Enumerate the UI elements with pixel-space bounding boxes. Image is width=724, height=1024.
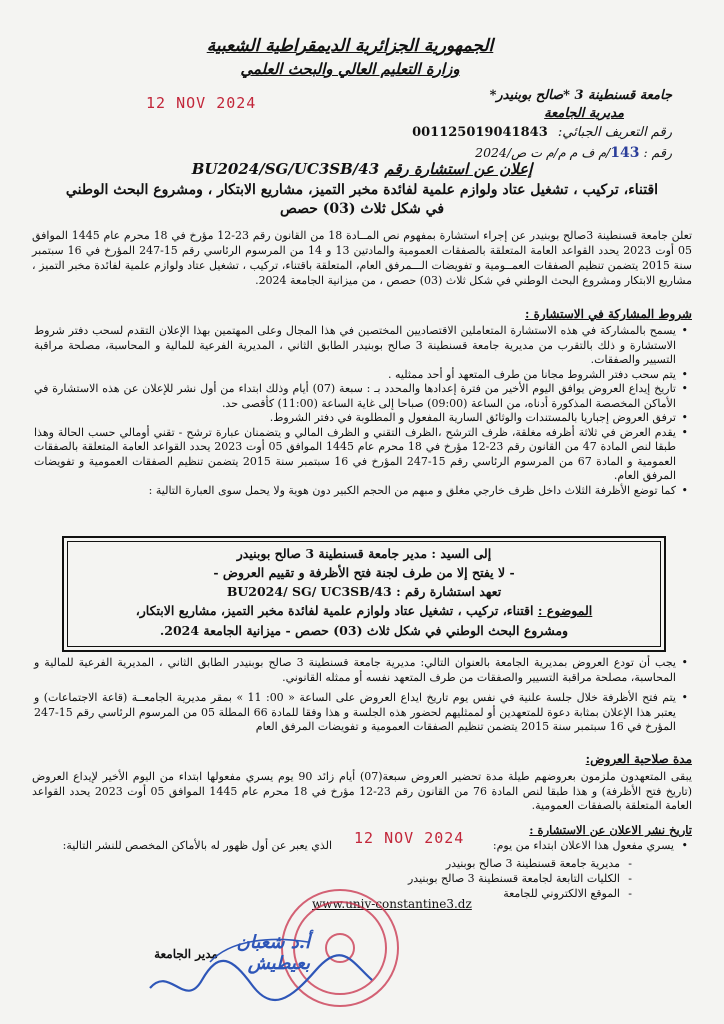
republic-title: الجمهورية الجزائرية الديمقراطية الشعبية [206,36,494,56]
list-item: • تاريخ إيداع العروض يوافق اليوم الأخير من فترة إعدادها والمحدد بـ : سبعة (07) أيام وذلك ابتداء من أول نشر للإعلان عن هذه الاستشارة في الأماكن المخصصة المذكورة أدناه، من الساعة (09:00) صباحا إلى غاية الساعة (11:00) كأقصى حد. [34,382,676,411]
envelope-line2: - لا يفتح إلا من طرف لجنة فتح الأظرفة و تقييم العروض - [213,565,515,580]
publication-heading: تاريخ نشر الاعلان عن الاستشارة : [529,823,692,837]
intro-paragraph [32,228,692,288]
fiscal-id-value: 001125019041843 [412,125,548,140]
envelope-code: BU2024/ SG/ UC3SB/43 [226,584,392,599]
validity-text: يبقى المتعهدون ملزمون بعروضهم طيلة مدة تحضير العروض سبعة(07) أيام زائد 90 يوم يسري مفعولها ابتداء من اليوم الأخير لإيداع العروض (تاريخ فتح الأظرفة) و هذا طبقا لنص المادة 76 من القانون رقم 23-12 مؤرخ في 18 محرم عام 1445 الموافق 05 أوت 2023 يحدد القواعد العامة المتعلقة بالصفقات العمومية. [32,770,693,812]
university-website-link[interactable]: www.univ-constantine3.dz [312,897,472,911]
list-item: - الكليات التابعة لجامعة قسنطينة 3 صالح بوبنيدر [407,872,632,885]
list-item: - الموقع الالكتروني للجامعة [503,887,632,900]
list-item: • ترفق العروض إجباريا بالمستندات والوثائق السارية المفعول و المطلوبة في دفتر الشروط. [34,411,676,426]
list-item: • كما توضع الأظرفة الثلاث داخل ظرف خارجي مغلق و مبهم من الحجم الكبير دون هوية ولا يحمل سوى العبارة التالية : [34,484,676,499]
ref-suffix: /م ف م م/م ت ص/2024 [475,145,611,160]
announce-label: إعلان عن استشارة رقم [384,160,533,178]
ministry-title: وزارة التعليم العالي والبحث العلمي [240,60,460,78]
university-name: جامعة قسنطينة 3 *صالح بوبنيدر* [489,88,672,103]
participation-list [34,324,692,498]
consultation-code: BU2024/SG/UC3SB/43 [191,160,380,178]
subject-line2: في شكل ثلاث (03) حصص [279,201,445,217]
list-item: • يجب أن تودع العروض بمديرية الجامعة بالعنوان التالي: مديرية جامعة قسنطينة 3 صالح بوبنيدر الطابق الثاني ، المديرية الفرعية للمالية و المحاسبة، مصلحة مراقبة التسيير والصفقات من طرف المتعهد نفسه أو ممثله القانوني. [34,656,676,685]
validity-paragraph [32,770,692,814]
envelope-line1: إلى السيد : مدير جامعة قسنطينة 3 صالح بوبنيدر [236,546,492,561]
signature-title: مدير الجامعة [154,947,218,961]
list-item: • يسمح بالمشاركة في هذه الاستشارة المتعاملين الاقتصاديين المختصين في هذا المجال وعلى المهتمين بهذا الإعلان التقدم لسحب دفتر شروط الاستشارة و ذلك بالتقرب من مديرية جامعة قسنطينة 3 صالح بوبنيدر الطابق الثاني ، المديرية الفرعية للمالية و المحاسبة، مصلحة مراقبة التسيير والصفقات. [34,324,676,368]
deposit-list [34,656,692,735]
date-stamp-top: 12 NOV 2024 [146,94,257,112]
list-item: • يقدم العرض في ثلاثة أظرفه مغلقة، ظرف الترشح ،الظرف التقني و الظرف المالي و يتضمنان عبارة ترشح - تقني أومالي حسب الحالة وهذا طبقا لنص المادة 47 من القانون رقم 23-12 مؤرخ في 18 محرم عام 1445 الموافق 05 أوت 2023 يحدد القواعد العامة المتعلقة بالصفقات العمومية و المادة 67 من المرسوم الرئاسي رقم 15-247 المؤرخ في 16 سبتمبر سنة 2015 يتضمن تنظيم الصفقات العمومية و تفويضات المرفق العام. [34,426,676,484]
participation-heading: شروط المشاركة في الاستشارة : [525,307,692,321]
deposit-list-wrap [34,656,692,735]
fiscal-id-line [132,125,672,140]
signature-name: أ.د شعبان بعيطيش [236,932,310,974]
ref-number: 143 [610,145,640,161]
envelope-subject-label: الموضوع : [537,603,593,618]
envelope-box [62,536,666,652]
publication-bullet: • [681,839,688,852]
reference-line [272,145,672,161]
list-item: • يتم سحب دفتر الشروط مجانا من طرف المتعهد أو أحد ممثليه . [34,368,676,383]
list-item: - مديرية جامعة قسنطينة 3 صالح بوبنيدر [445,857,632,870]
validity-heading: مدة صلاحية العروض: [585,752,692,766]
date-stamp-bottom: 12 NOV 2024 [354,829,465,847]
ref-prefix: رقم : [643,145,672,160]
consultation-title [60,160,664,178]
intro-text: تعلن جامعة قسنطينة 3صالح بوبنيدر عن إجراء استشارة بمفهوم نص المــادة 18 من القانون رقم 23-12 مؤرخ في 18 محرم عام 1445 الموافق 05 أوت 2023 يحدد القواعد العامة المتعلقة بالصفقات العمومية والمادتين 13 و 14 من المرسوم الرئاسي رقم 15-247 المؤرخ في 16 سبتمبر سنة 2015 يتضمن تنظيم الصفقات العمــومية و تفويضات الـــمرفق العام، المتعلقة باقتناء، تركيب ، تشغيل عتاد ولوازم علمية لفائدة مخبر التميز ، مشاريع الابتكار ومشروع البحث الوطني في شكل ثلاث (03) حصص ، من ميزانية الجامعة 2024. [32,229,693,287]
envelope-tender-label: تعهد استشارة رقم : [396,584,502,599]
envelope-line3 [74,582,654,601]
participation-list-wrap [34,324,692,498]
subject-line1: اقتناء، تركيب ، تشغيل عتاد ولوازم علمية لفائدة مخبر التميز، مشاريع الابتكار ، ومشروع البحث الوطني [65,182,659,198]
publication-intro-tail: الذي يعبر عن أول ظهور له بالأماكن المخصص للنشر التالية: [62,839,332,852]
list-item: • يتم فتح الأظرفة خلال جلسة علنية في نفس يوم تاريخ ايداع العروض على الساعة « 00: 11 » بمقر مديرية الجامعــة (قاعة الاجتماعات) و يعتبر هذا الإعلان بمثابة دعوة للمتعهدين أو لممثليهم لحضور هذه الجلسة و هذا وفقا للمادة 66 المطلة 05 من المرسوم الرئاسي رقم 15-247 المؤرخ في 16 سبتمبر سنة 2015 يتضمن تنظيم الصفقات العمومية و تفويضات المرفق العام [34,691,676,735]
directorate-name: مديرية الجامعة [544,106,624,121]
fiscal-id-label: رقم التعريف الجبائي: [557,125,672,140]
envelope-subject-line2: ومشروع البحث الوطني في شكل ثلاث (03) حصص - ميزانية الجامعة 2024. [159,623,569,638]
envelope-subject-line1: اقتناء، تركيب ، تشغيل عتاد ولوازم علمية لفائدة مخبر التميز، مشاريع الابتكار، [135,603,534,618]
envelope-subject [74,601,654,620]
publication-intro: يسري مفعول هذا الاعلان ابتداء من يوم: [492,839,674,852]
